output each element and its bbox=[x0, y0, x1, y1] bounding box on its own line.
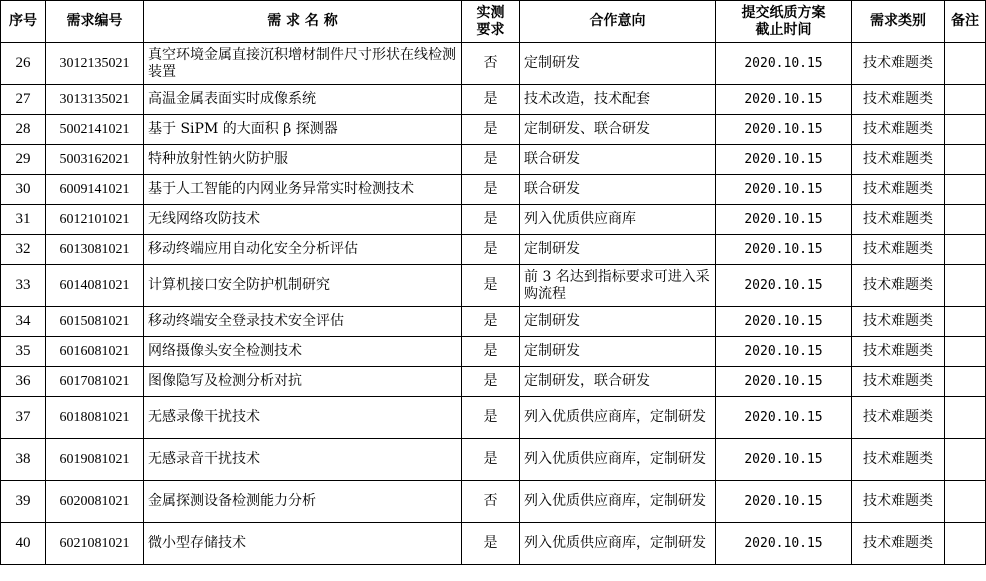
row-deadline: 2020.10.15 bbox=[716, 175, 852, 205]
row-remark bbox=[945, 523, 986, 565]
row-test-requirement: 是 bbox=[462, 337, 520, 367]
table-row bbox=[1, 337, 986, 367]
row-code: 6009141021 bbox=[46, 175, 144, 205]
row-test-requirement: 是 bbox=[462, 85, 520, 115]
row-code: 6017081021 bbox=[46, 367, 144, 397]
header-row bbox=[1, 1, 986, 43]
row-deadline: 2020.10.15 bbox=[716, 265, 852, 307]
row-name: 基于 SiPM 的大面积 β 探测器 bbox=[144, 115, 462, 145]
row-cooperation: 列入优质供应商库，定制研发 bbox=[520, 523, 716, 565]
row-test-requirement: 是 bbox=[462, 397, 520, 439]
row-cooperation: 定制研发、联合研发 bbox=[520, 115, 716, 145]
row-category: 技术难题类 bbox=[852, 367, 945, 397]
row-code: 6018081021 bbox=[46, 397, 144, 439]
row-index: 30 bbox=[1, 175, 46, 205]
row-test-requirement: 是 bbox=[462, 523, 520, 565]
table-row bbox=[1, 265, 986, 307]
row-name: 无感录音干扰技术 bbox=[144, 439, 462, 481]
row-test-requirement: 是 bbox=[462, 145, 520, 175]
row-category: 技术难题类 bbox=[852, 85, 945, 115]
row-cooperation: 联合研发 bbox=[520, 145, 716, 175]
table-row bbox=[1, 175, 986, 205]
header-cooperation: 合作意向 bbox=[520, 1, 716, 43]
row-cooperation: 前 3 名达到指标要求可进入采购流程 bbox=[520, 265, 716, 307]
row-test-requirement: 是 bbox=[462, 235, 520, 265]
row-code: 6021081021 bbox=[46, 523, 144, 565]
row-remark bbox=[945, 175, 986, 205]
row-remark bbox=[945, 145, 986, 175]
row-cooperation: 列入优质供应商库，定制研发 bbox=[520, 397, 716, 439]
row-cooperation: 定制研发 bbox=[520, 307, 716, 337]
header-code: 需求编号 bbox=[46, 1, 144, 43]
row-code: 5003162021 bbox=[46, 145, 144, 175]
row-code: 5002141021 bbox=[46, 115, 144, 145]
row-name: 图像隐写及检测分析对抗 bbox=[144, 367, 462, 397]
row-deadline: 2020.10.15 bbox=[716, 439, 852, 481]
row-code: 6019081021 bbox=[46, 439, 144, 481]
row-category: 技术难题类 bbox=[852, 337, 945, 367]
row-deadline: 2020.10.15 bbox=[716, 367, 852, 397]
row-name: 无感录像干扰技术 bbox=[144, 397, 462, 439]
row-test-requirement: 是 bbox=[462, 367, 520, 397]
header-deadline bbox=[716, 1, 852, 43]
header-name: 需 求 名 称 bbox=[144, 1, 462, 43]
row-remark bbox=[945, 481, 986, 523]
header-test-line1: 实测 bbox=[476, 4, 505, 21]
row-code: 3012135021 bbox=[46, 43, 144, 85]
row-index: 27 bbox=[1, 85, 46, 115]
table-row bbox=[1, 307, 986, 337]
row-remark bbox=[945, 235, 986, 265]
table-row bbox=[1, 205, 986, 235]
row-deadline: 2020.10.15 bbox=[716, 523, 852, 565]
row-test-requirement: 否 bbox=[462, 481, 520, 523]
row-index: 35 bbox=[1, 337, 46, 367]
header-test-line2: 要求 bbox=[476, 21, 505, 38]
row-cooperation: 联合研发 bbox=[520, 175, 716, 205]
row-deadline: 2020.10.15 bbox=[716, 337, 852, 367]
table-row bbox=[1, 115, 986, 145]
row-test-requirement: 是 bbox=[462, 115, 520, 145]
row-deadline: 2020.10.15 bbox=[716, 397, 852, 439]
row-name: 计算机接口安全防护机制研究 bbox=[144, 265, 462, 307]
row-index: 29 bbox=[1, 145, 46, 175]
row-name: 金属探测设备检测能力分析 bbox=[144, 481, 462, 523]
row-remark bbox=[945, 265, 986, 307]
header-test-requirement bbox=[462, 1, 520, 43]
header-deadline-line1: 提交纸质方案 bbox=[741, 4, 826, 21]
table-row bbox=[1, 235, 986, 265]
row-remark bbox=[945, 397, 986, 439]
row-deadline: 2020.10.15 bbox=[716, 145, 852, 175]
row-index: 38 bbox=[1, 439, 46, 481]
row-deadline: 2020.10.15 bbox=[716, 205, 852, 235]
row-test-requirement: 否 bbox=[462, 43, 520, 85]
row-cooperation: 列入优质供应商库，定制研发 bbox=[520, 481, 716, 523]
row-index: 33 bbox=[1, 265, 46, 307]
table-row bbox=[1, 523, 986, 565]
row-name: 无线网络攻防技术 bbox=[144, 205, 462, 235]
row-cooperation: 定制研发 bbox=[520, 337, 716, 367]
header-index: 序号 bbox=[1, 1, 46, 43]
row-cooperation: 定制研发，联合研发 bbox=[520, 367, 716, 397]
table-row bbox=[1, 439, 986, 481]
row-name: 高温金属表面实时成像系统 bbox=[144, 85, 462, 115]
row-code: 3013135021 bbox=[46, 85, 144, 115]
row-cooperation: 技术改造，技术配套 bbox=[520, 85, 716, 115]
row-deadline: 2020.10.15 bbox=[716, 235, 852, 265]
row-deadline: 2020.10.15 bbox=[716, 115, 852, 145]
row-name: 移动终端安全登录技术安全评估 bbox=[144, 307, 462, 337]
row-remark bbox=[945, 367, 986, 397]
row-category: 技术难题类 bbox=[852, 43, 945, 85]
row-index: 37 bbox=[1, 397, 46, 439]
row-category: 技术难题类 bbox=[852, 307, 945, 337]
row-index: 40 bbox=[1, 523, 46, 565]
row-cooperation: 定制研发 bbox=[520, 43, 716, 85]
row-index: 26 bbox=[1, 43, 46, 85]
row-test-requirement: 是 bbox=[462, 265, 520, 307]
table-row bbox=[1, 85, 986, 115]
row-index: 34 bbox=[1, 307, 46, 337]
row-index: 32 bbox=[1, 235, 46, 265]
row-index: 28 bbox=[1, 115, 46, 145]
header-remark: 备注 bbox=[945, 1, 986, 43]
row-category: 技术难题类 bbox=[852, 115, 945, 145]
table-row bbox=[1, 43, 986, 85]
row-test-requirement: 是 bbox=[462, 175, 520, 205]
row-category: 技术难题类 bbox=[852, 145, 945, 175]
row-remark bbox=[945, 205, 986, 235]
row-code: 6020081021 bbox=[46, 481, 144, 523]
row-category: 技术难题类 bbox=[852, 205, 945, 235]
row-cooperation: 列入优质供应商库，定制研发 bbox=[520, 439, 716, 481]
row-code: 6013081021 bbox=[46, 235, 144, 265]
row-name: 移动终端应用自动化安全分析评估 bbox=[144, 235, 462, 265]
row-deadline: 2020.10.15 bbox=[716, 307, 852, 337]
table-row bbox=[1, 367, 986, 397]
row-category: 技术难题类 bbox=[852, 235, 945, 265]
row-test-requirement: 是 bbox=[462, 205, 520, 235]
row-name: 基于人工智能的内网业务异常实时检测技术 bbox=[144, 175, 462, 205]
table-row bbox=[1, 481, 986, 523]
header-category: 需求类别 bbox=[852, 1, 945, 43]
row-name: 网络摄像头安全检测技术 bbox=[144, 337, 462, 367]
row-index: 31 bbox=[1, 205, 46, 235]
row-remark bbox=[945, 85, 986, 115]
row-code: 6015081021 bbox=[46, 307, 144, 337]
table-row bbox=[1, 145, 986, 175]
row-index: 36 bbox=[1, 367, 46, 397]
row-category: 技术难题类 bbox=[852, 397, 945, 439]
row-remark bbox=[945, 307, 986, 337]
row-remark bbox=[945, 43, 986, 85]
row-name: 微小型存储技术 bbox=[144, 523, 462, 565]
row-name: 特种放射性钠火防护服 bbox=[144, 145, 462, 175]
row-category: 技术难题类 bbox=[852, 175, 945, 205]
row-category: 技术难题类 bbox=[852, 439, 945, 481]
row-test-requirement: 是 bbox=[462, 307, 520, 337]
row-remark bbox=[945, 439, 986, 481]
row-deadline: 2020.10.15 bbox=[716, 85, 852, 115]
row-remark bbox=[945, 115, 986, 145]
row-category: 技术难题类 bbox=[852, 265, 945, 307]
row-remark bbox=[945, 337, 986, 367]
row-code: 6012101021 bbox=[46, 205, 144, 235]
row-deadline: 2020.10.15 bbox=[716, 481, 852, 523]
row-cooperation: 定制研发 bbox=[520, 235, 716, 265]
row-deadline: 2020.10.15 bbox=[716, 43, 852, 85]
row-category: 技术难题类 bbox=[852, 481, 945, 523]
row-category: 技术难题类 bbox=[852, 523, 945, 565]
header-deadline-line2: 截止时间 bbox=[755, 21, 812, 38]
row-name: 真空环境金属直接沉积增材制件尺寸形状在线检测装置 bbox=[144, 43, 462, 85]
row-index: 39 bbox=[1, 481, 46, 523]
row-code: 6014081021 bbox=[46, 265, 144, 307]
row-test-requirement: 是 bbox=[462, 439, 520, 481]
row-code: 6016081021 bbox=[46, 337, 144, 367]
table-row bbox=[1, 397, 986, 439]
row-cooperation: 列入优质供应商库 bbox=[520, 205, 716, 235]
